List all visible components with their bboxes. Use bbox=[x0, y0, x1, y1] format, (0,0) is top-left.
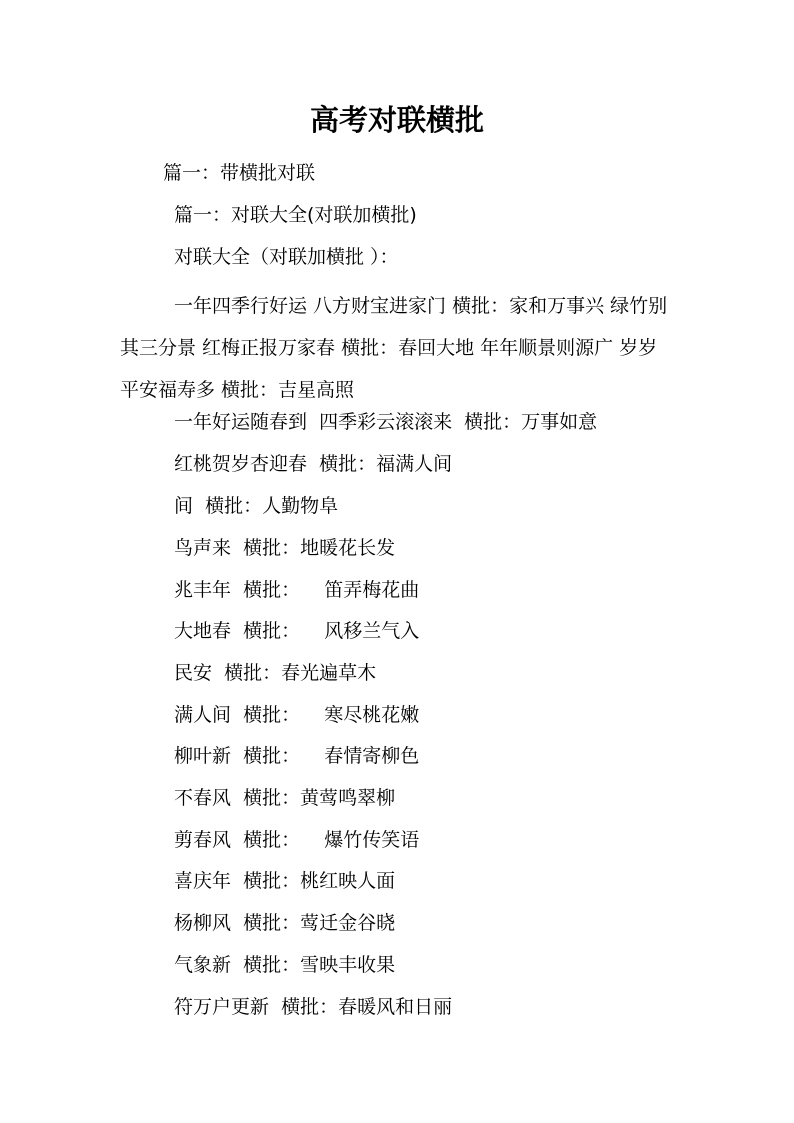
couplet-paragraph: 一年四季行好运 八方财宝进家门 横批：家和万事兴 绿竹别其三分景 红梅正报万家春 横批：春回大地 年年顺景则源广 岁岁平安福寿多 横批：吉星高照 bbox=[120, 295, 668, 401]
couplet-line: 兆丰年 横批： 笛弄梅花曲 bbox=[174, 579, 420, 601]
couplet-line: 剪春风 横批： 爆竹传笑语 bbox=[174, 829, 420, 851]
couplet-line: 红桃贺岁杏迎春 横批：福满人间 bbox=[174, 453, 453, 475]
couplet-line: 鸟声来 横批：地暖花长发 bbox=[174, 537, 396, 559]
couplet-line: 一年好运随春到 四季彩云滚滚来 横批：万事如意 bbox=[174, 411, 598, 433]
subsection-heading: 篇一：对联大全(对联加横批) bbox=[174, 204, 417, 226]
couplet-line: 柳叶新 横批： 春情寄柳色 bbox=[174, 745, 420, 767]
couplet-line: 大地春 横批： 风移兰气入 bbox=[174, 620, 420, 642]
section-heading: 篇一：带横批对联 bbox=[163, 162, 316, 184]
document-title: 高考对联横批 bbox=[309, 103, 484, 137]
couplet-line: 满人间 横批： 寒尽桃花嫩 bbox=[174, 704, 420, 726]
couplet-line: 不春风 横批：黄莺鸣翠柳 bbox=[174, 787, 396, 809]
couplet-line: 民安 横批：春光遍草木 bbox=[174, 662, 377, 684]
couplet-line: 符万户更新 横批：春暖风和日丽 bbox=[174, 996, 453, 1018]
couplet-line: 间 横批：人勤物阜 bbox=[174, 495, 339, 517]
couplet-line: 杨柳风 横批：莺迁金谷晓 bbox=[174, 912, 396, 934]
couplet-line: 喜庆年 横批：桃红映人面 bbox=[174, 870, 396, 892]
intro-line: 对联大全（对联加横批 ）： bbox=[174, 246, 399, 268]
couplet-line: 气象新 横批：雪映丰收果 bbox=[174, 954, 396, 976]
